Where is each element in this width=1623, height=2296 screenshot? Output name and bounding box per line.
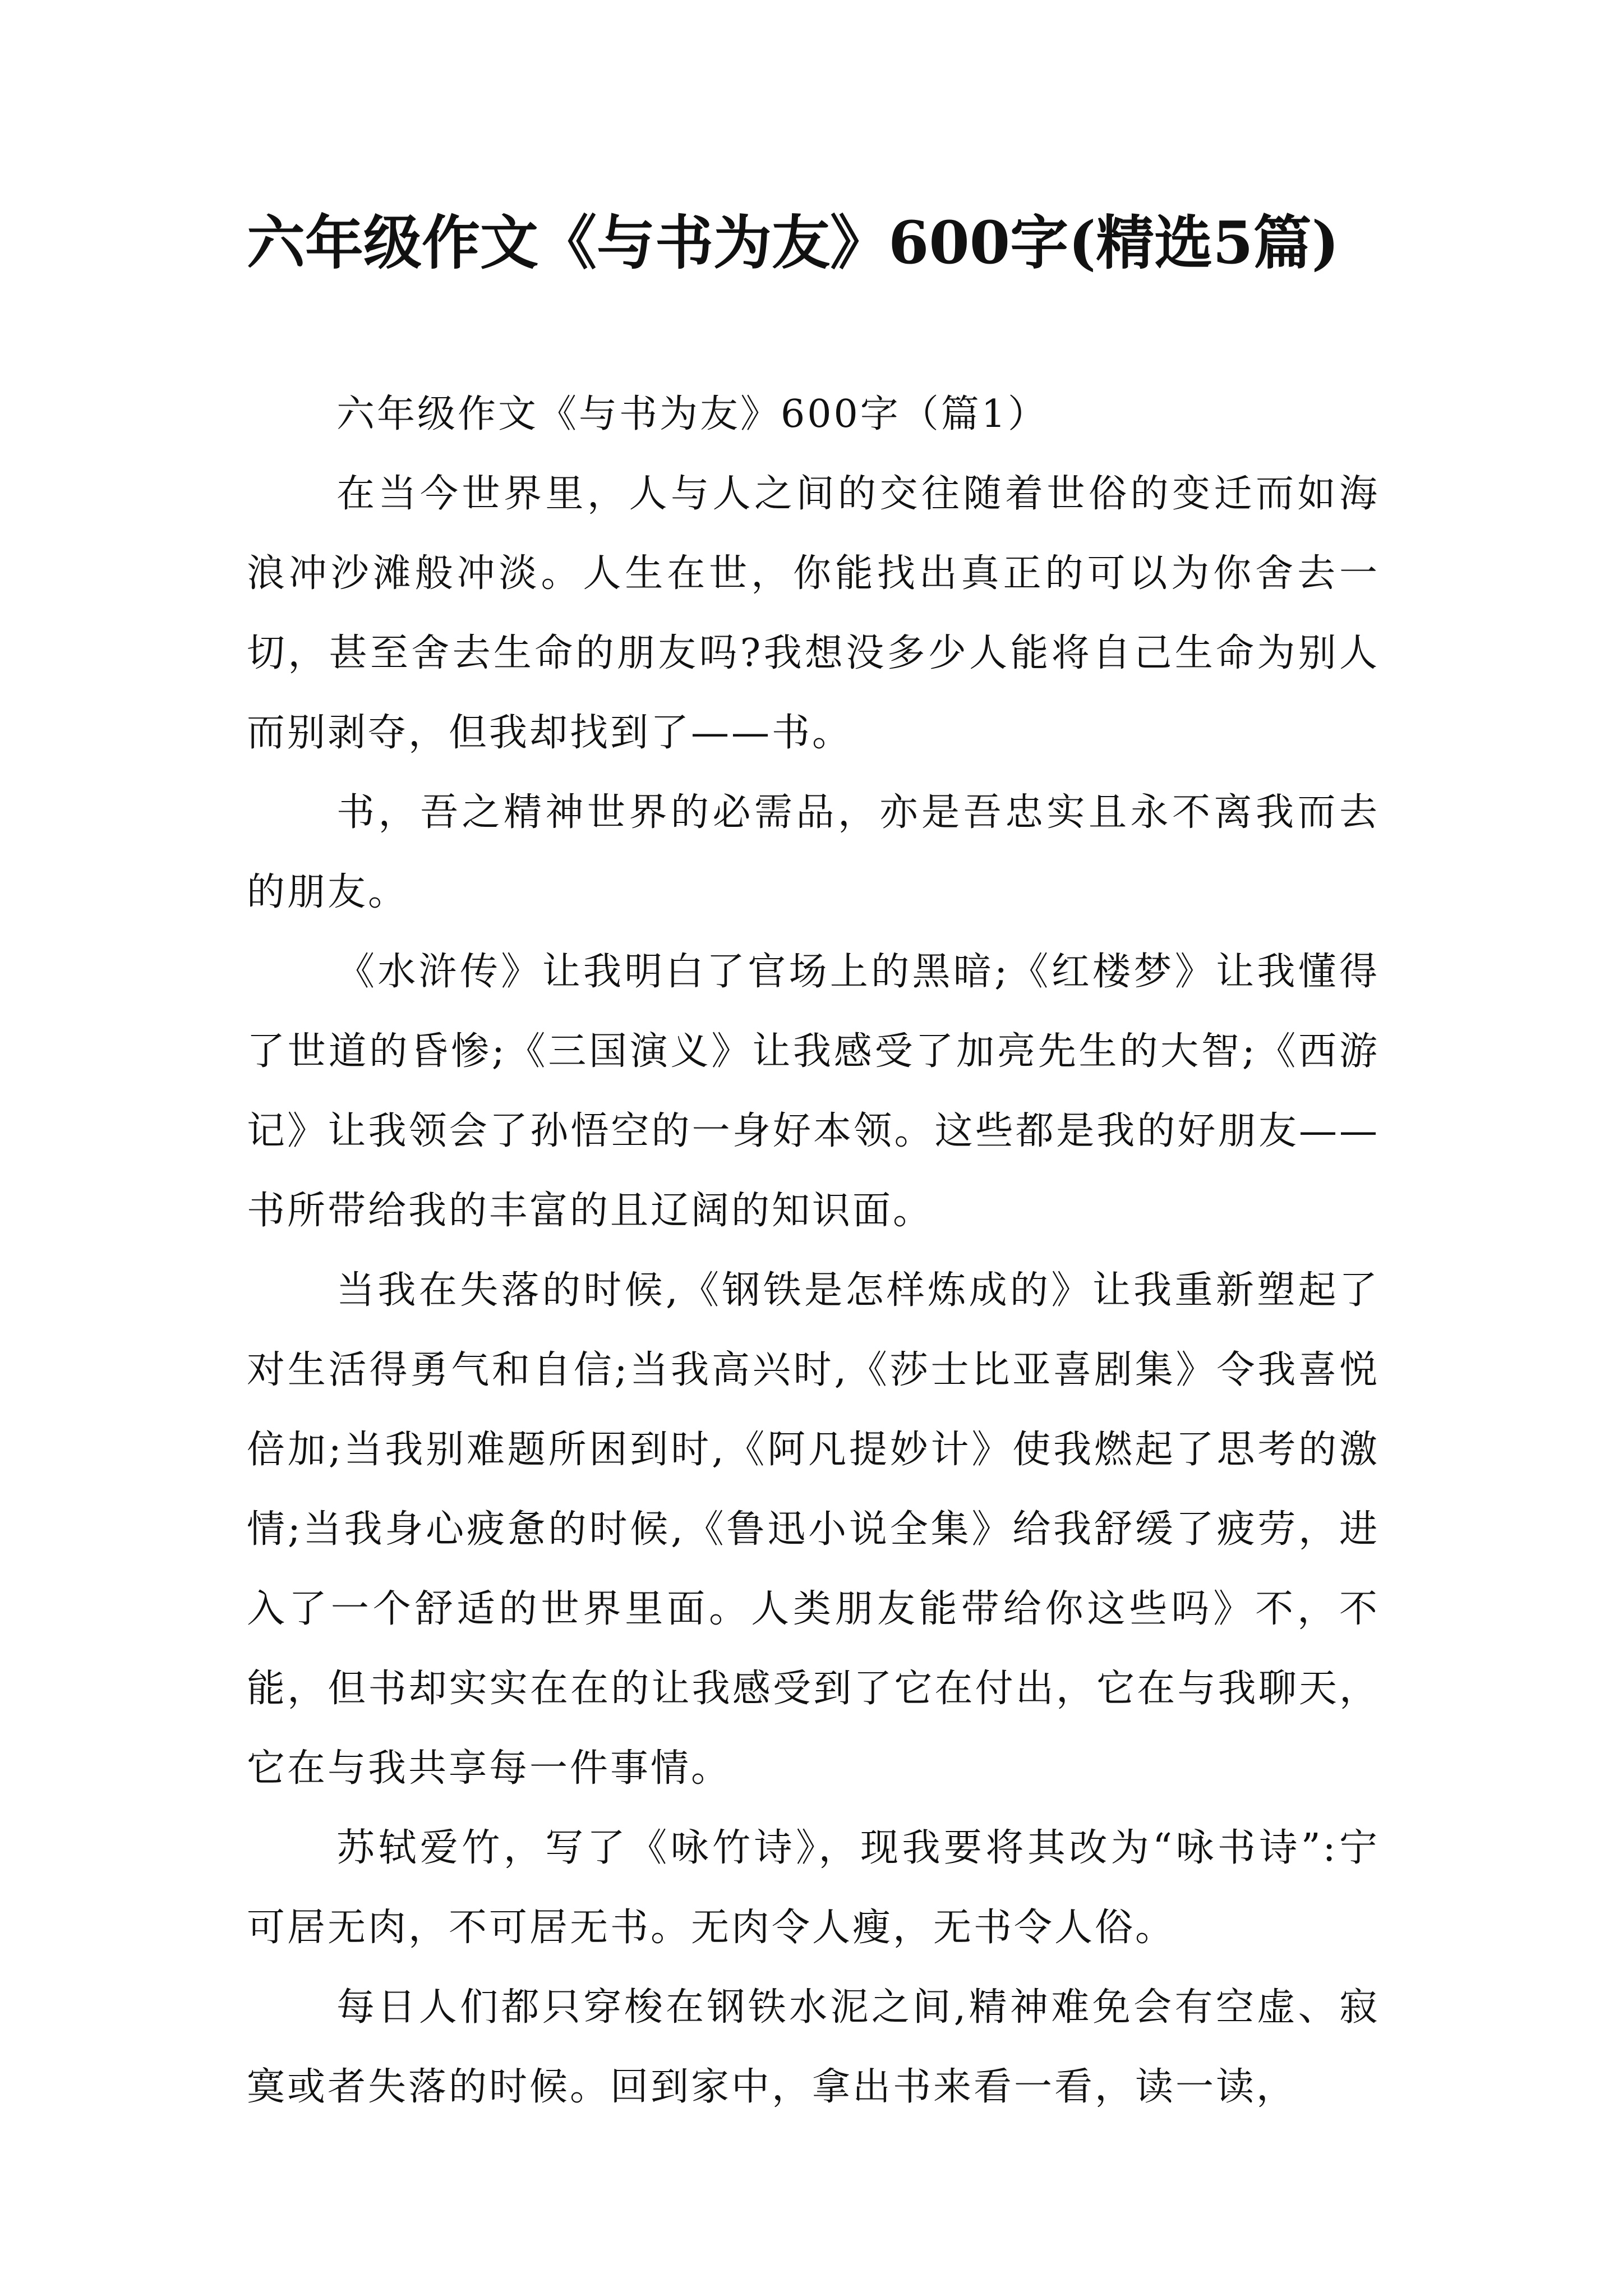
paragraph: 在当今世界里，人与人之间的交往随着世俗的变迁而如海浪冲沙滩般冲淡。人生在世，你能找出真正的可以为你舍去一切，甚至舍去生命的朋友吗?我想没多少人能将自己生命为别人而别剥夺，但我却找到了——书。 <box>247 472 1380 755</box>
paragraph: 苏轼爱竹，写了《咏竹诗》，现我要将其改为“咏书诗”:宁可居无肉，不可居无书。无肉令人瘦，无书令人俗。 <box>247 1826 1380 1950</box>
paragraph: 当我在失落的时候,《钢铁是怎样炼成的》让我重新塑起了对生活得勇气和自信;当我高兴时,《莎士比亚喜剧集》令我喜悦倍加;当我别难题所困到时,《阿凡提妙计》使我燃起了思考的激情;当我身心疲惫的时候,《鲁迅小说全集》给我舒缓了疲劳，进入了一个舒适的世界里面。人类朋友能带给你这些吗》不，不能，但书却实实在在的让我感受到了它在付出，它在与我聊天，它在与我共享每一件事情。 <box>247 1268 1380 1791</box>
document-body <box>247 375 1380 2127</box>
paragraph: 每日人们都只穿梭在钢铁水泥之间,精神难免会有空虚、寂寞或者失落的时候。回到家中，拿出书来看一看，读一读， <box>247 1985 1380 2109</box>
section-heading: 六年级作文《与书为友》600字（篇1） <box>336 392 1049 436</box>
paragraph: 《水浒传》让我明白了官场上的黑暗;《红楼梦》让我懂得了世道的昏惨;《三国演义》让我感受了加亮先生的大智;《西游记》让我领会了孙悟空的一身好本领。这些都是我的好朋友——书所带给我的丰富的且辽阔的知识面。 <box>247 950 1380 1233</box>
document-title: 六年级作文《与书为友》600字(精选5篇) <box>247 208 1339 277</box>
paragraph: 书，吾之精神世界的必需品，亦是吾忠实且永不离我而去的朋友。 <box>247 790 1380 914</box>
